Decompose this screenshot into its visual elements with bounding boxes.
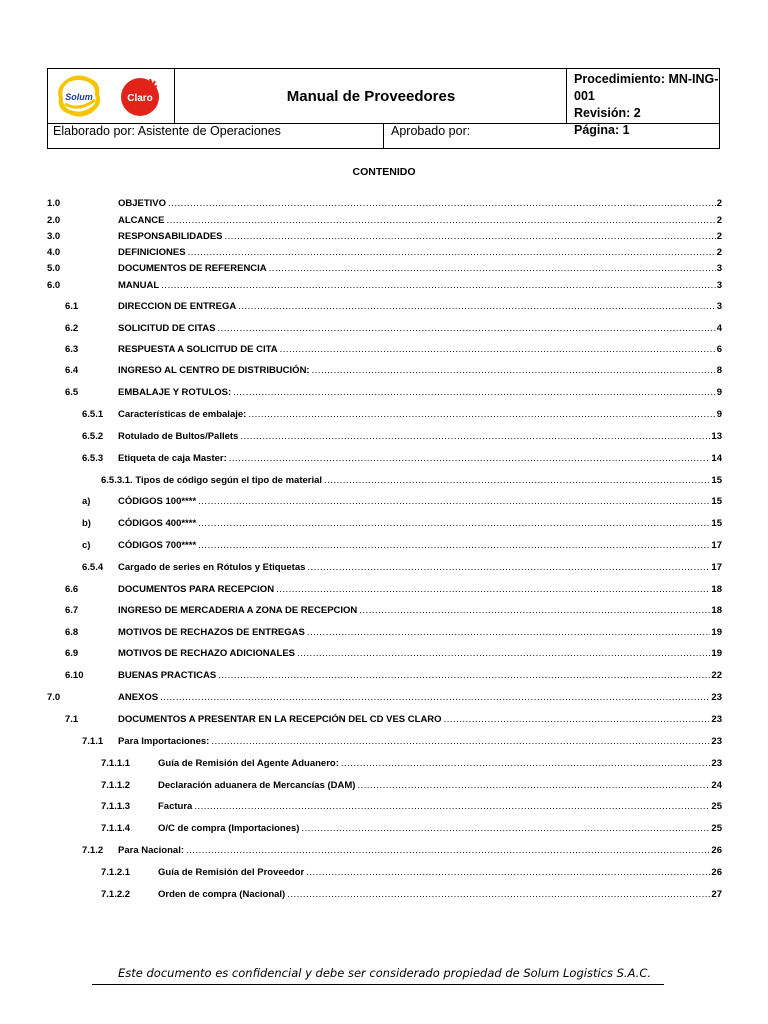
toc-dot-leader <box>307 561 722 575</box>
toc-entry-label: INGRESO DE MERCADERIA A ZONA DE RECEPCION <box>118 605 358 616</box>
toc-entry-label: Factura <box>158 801 193 812</box>
toc-dot-leader <box>280 343 722 357</box>
toc-dot-leader <box>359 604 722 618</box>
toc-entry[interactable] <box>0 669 768 683</box>
toc-entry-number: 7.1 <box>65 714 79 725</box>
toc-dot-leader <box>198 517 722 531</box>
toc-entry-number: 7.1.2 <box>82 845 104 856</box>
toc-entry-label: O/C de compra (Importaciones) <box>158 823 300 834</box>
toc-entry-page: 17 <box>711 562 722 573</box>
toc-entry-number: 6.6 <box>65 584 79 595</box>
toc-entry[interactable] <box>0 757 768 771</box>
toc-entry-number: 1.0 <box>47 198 61 209</box>
toc-entry-label: MOTIVOS DE RECHAZOS DE ENTREGAS <box>118 627 305 638</box>
toc-entry[interactable] <box>0 735 768 749</box>
toc-dot-leader <box>233 386 722 400</box>
toc-entry[interactable] <box>0 262 768 276</box>
toc-entry[interactable] <box>0 322 768 336</box>
toc-entry-label: ANEXOS <box>118 692 159 703</box>
toc-entry-page: 19 <box>711 627 722 638</box>
toc-entry-page: 3 <box>716 263 722 274</box>
toc-dot-leader <box>160 691 722 705</box>
toc-dot-leader <box>161 279 722 293</box>
toc-entry[interactable] <box>0 844 768 858</box>
toc-dot-leader <box>240 430 722 444</box>
toc-entry-label: CÓDIGOS 100**** <box>118 496 197 507</box>
document-title: Manual de Proveedores <box>286 87 456 105</box>
toc-dot-leader <box>341 757 722 771</box>
toc-entry-label: EMBALAJE Y ROTULOS: <box>118 387 232 398</box>
toc-entry-label: DOCUMENTOS DE REFERENCIA <box>118 263 267 274</box>
toc-entry[interactable] <box>0 583 768 597</box>
toc-entry-label: BUENAS PRACTICAS <box>118 670 217 681</box>
toc-entry-label: Guía de Remisión del Agente Aduanero: <box>158 758 339 769</box>
toc-entry[interactable] <box>0 386 768 400</box>
toc-dot-leader <box>198 539 722 553</box>
toc-entry-page: 8 <box>716 365 722 376</box>
toc-entry-label: Etiqueta de caja Master: <box>118 453 227 464</box>
toc-entry-page: 15 <box>711 496 722 507</box>
toc-entry[interactable] <box>0 364 768 378</box>
toc-entry-page: 19 <box>711 648 722 659</box>
toc-entry-label: DOCUMENTOS A PRESENTAR EN LA RECEPCIÓN DEL CD VES CLARO <box>118 714 442 725</box>
toc-entry-page: 18 <box>711 605 722 616</box>
procedure-code: Procedimiento: MN-ING-001 <box>574 72 719 103</box>
toc-dot-leader <box>225 230 722 244</box>
toc-entry-number: c) <box>82 540 91 551</box>
toc-entry-label: 6.5.3.1. Tipos de código según el tipo de material <box>101 475 323 486</box>
toc-entry-label: CÓDIGOS 400**** <box>118 518 197 529</box>
toc-entry-page: 25 <box>711 801 722 812</box>
toc-entry[interactable] <box>0 474 768 488</box>
toc-entry-number: 6.0 <box>47 280 61 291</box>
toc-dot-leader <box>168 197 722 211</box>
toc-entry-label: ALCANCE <box>118 215 165 226</box>
toc-dot-leader <box>301 822 722 836</box>
toc-entry-number: 3.0 <box>47 231 61 242</box>
toc-entry[interactable] <box>0 517 768 531</box>
toc-entry-label: Cargado de series en Rótulos y Etiquetas <box>118 562 306 573</box>
toc-dot-leader <box>307 626 722 640</box>
toc-dot-leader <box>276 583 722 597</box>
toc-entry-number: 7.1.1.1 <box>101 758 131 769</box>
toc-entry-page: 13 <box>711 431 722 442</box>
toc-entry-label: DIRECCION DE ENTREGA <box>118 301 237 312</box>
toc-entry-number: 6.9 <box>65 648 79 659</box>
toc-entry[interactable] <box>0 647 768 661</box>
toc-entry[interactable] <box>0 430 768 444</box>
toc-entry[interactable] <box>0 452 768 466</box>
toc-entry-number: 6.5.3 <box>82 453 104 464</box>
toc-entry[interactable] <box>0 691 768 705</box>
toc-entry-number: 6.4 <box>65 365 79 376</box>
toc-entry-label: RESPONSABILIDADES <box>118 231 223 242</box>
toc-dot-leader <box>186 844 722 858</box>
toc-dot-leader <box>211 735 722 749</box>
toc-entry-number: 5.0 <box>47 263 61 274</box>
toc-entry-label: Declaración aduanera de Mercancías (DAM) <box>158 780 356 791</box>
toc-entry[interactable] <box>0 866 768 880</box>
toc-entry[interactable] <box>0 495 768 509</box>
toc-entry-page: 15 <box>711 475 722 486</box>
toc-entry-number: 7.1.1.3 <box>101 801 131 812</box>
toc-entry-page: 4 <box>716 323 722 334</box>
toc-entry[interactable] <box>0 539 768 553</box>
toc-dot-leader <box>218 669 722 683</box>
toc-entry[interactable] <box>0 713 768 727</box>
toc-entry-number: a) <box>82 496 91 507</box>
toc-title: CONTENIDO <box>352 166 416 178</box>
toc-entry-page: 26 <box>711 867 722 878</box>
toc-dot-leader <box>217 322 722 336</box>
toc-entry[interactable] <box>0 279 768 293</box>
toc-entry-number: 6.5 <box>65 387 79 398</box>
toc-entry-label: DOCUMENTOS PARA RECEPCION <box>118 584 275 595</box>
toc-entry-page: 23 <box>711 714 722 725</box>
toc-dot-leader <box>198 495 722 509</box>
toc-entry-page: 2 <box>716 247 722 258</box>
toc-entry-page: 2 <box>716 198 722 209</box>
toc-dot-leader <box>188 246 722 260</box>
toc-entry-number: 6.8 <box>65 627 79 638</box>
toc-entry-number: 6.1 <box>65 301 79 312</box>
toc-dot-leader <box>312 364 722 378</box>
toc-entry-label: Características de embalaje: <box>118 409 247 420</box>
toc-entry-label: SOLICITUD DE CITAS <box>118 323 216 334</box>
toc-entry-page: 14 <box>711 453 722 464</box>
claro-logo-text: Claro <box>127 93 153 104</box>
toc-entry-number: 6.2 <box>65 323 79 334</box>
toc-entry-number: 6.7 <box>65 605 79 616</box>
toc-entry[interactable] <box>0 408 768 422</box>
toc-entry-page: 25 <box>711 823 722 834</box>
confidentiality-footer: Este documento es confidencial y debe ser considerado propiedad de Solum Logistics S.A.C. <box>118 966 652 980</box>
toc-entry-page: 9 <box>716 387 722 398</box>
toc-entry-number: 7.1.1.2 <box>101 780 131 791</box>
toc-entry-label: Para Nacional: <box>118 845 184 856</box>
toc-dot-leader <box>166 214 722 228</box>
toc-entry[interactable] <box>0 779 768 793</box>
toc-entry-label: Orden de compra (Nacional) <box>158 889 286 900</box>
toc-dot-leader <box>248 408 722 422</box>
toc-dot-leader <box>297 647 722 661</box>
toc-entry-page: 2 <box>716 231 722 242</box>
toc-entry[interactable] <box>0 626 768 640</box>
toc-entry[interactable] <box>0 561 768 575</box>
toc-entry[interactable] <box>0 230 768 244</box>
toc-entry-page: 3 <box>716 301 722 312</box>
toc-dot-leader <box>324 474 722 488</box>
toc-entry-label: Para Importaciones: <box>118 736 210 747</box>
toc-entry-page: 27 <box>711 889 722 900</box>
toc-entry[interactable] <box>0 604 768 618</box>
toc-entry-label: DEFINICIONES <box>118 247 186 258</box>
toc-entry-page: 3 <box>716 280 722 291</box>
toc-entry[interactable] <box>0 300 768 314</box>
toc-entry-page: 26 <box>711 845 722 856</box>
toc-entry-label: INGRESO AL CENTRO DE DISTRIBUCIÓN: <box>118 365 310 376</box>
toc-dot-leader <box>269 262 722 276</box>
toc-entry-label: RESPUESTA A SOLICITUD DE CITA <box>118 344 278 355</box>
toc-entry-page: 22 <box>711 670 722 681</box>
toc-dot-leader <box>194 800 722 814</box>
toc-entry-page: 24 <box>711 780 722 791</box>
toc-entry-number: 6.10 <box>65 670 84 681</box>
solum-logo-text: Solum <box>65 92 93 102</box>
toc-entry-label: Guía de Remisión del Proveedor <box>158 867 305 878</box>
toc-dot-leader <box>238 300 722 314</box>
toc-entry-page: 17 <box>711 540 722 551</box>
toc-dot-leader <box>306 866 722 880</box>
toc-entry-number: 7.1.2.1 <box>101 867 131 878</box>
toc-entry[interactable] <box>0 888 768 902</box>
toc-entry-number: 7.0 <box>47 692 61 703</box>
toc-entry-number: 7.1.1.4 <box>101 823 131 834</box>
toc-dot-leader <box>287 888 722 902</box>
toc-entry-page: 18 <box>711 584 722 595</box>
toc-entry-number: 7.1.1 <box>82 736 104 747</box>
toc-dot-leader <box>229 452 722 466</box>
toc-entry[interactable] <box>0 822 768 836</box>
toc-entry-page: 23 <box>711 692 722 703</box>
toc-entry-label: CÓDIGOS 700**** <box>118 540 197 551</box>
toc-entry-number: 7.1.2.2 <box>101 889 131 900</box>
footer-rule <box>92 984 664 985</box>
toc-entry-number: 2.0 <box>47 215 61 226</box>
toc-entry-number: 6.5.4 <box>82 562 104 573</box>
toc-dot-leader <box>444 713 722 727</box>
toc-entry-page: 23 <box>711 758 722 769</box>
toc-entry-label: MOTIVOS DE RECHAZO ADICIONALES <box>118 648 295 659</box>
toc-entry-number: 6.5.1 <box>82 409 104 420</box>
toc-entry-number: 4.0 <box>47 247 61 258</box>
toc-entry[interactable] <box>0 197 768 211</box>
toc-entry-number: 6.5.2 <box>82 431 104 442</box>
toc-dot-leader <box>357 779 722 793</box>
toc-entry-number: b) <box>82 518 91 529</box>
toc-entry-number: 6.3 <box>65 344 79 355</box>
toc-entry[interactable] <box>0 214 768 228</box>
prepared-by: Elaborado por: Asistente de Operaciones <box>53 124 281 138</box>
toc-entry-page: 23 <box>711 736 722 747</box>
toc-entry[interactable] <box>0 343 768 357</box>
revision-number: Revisión: 2 <box>574 106 641 120</box>
toc-entry[interactable] <box>0 800 768 814</box>
toc-entry-label: Rotulado de Bultos/Pallets <box>118 431 239 442</box>
page-number: Página: 1 <box>574 123 630 137</box>
toc-entry-label: MANUAL <box>118 280 160 291</box>
approved-by: Aprobado por: <box>383 123 719 149</box>
toc-entry[interactable] <box>0 246 768 260</box>
toc-entry-page: 2 <box>716 215 722 226</box>
toc-entry-page: 9 <box>716 409 722 420</box>
toc-entry-label: OBJETIVO <box>118 198 167 209</box>
toc-entry-page: 6 <box>716 344 722 355</box>
toc-entry-page: 15 <box>711 518 722 529</box>
